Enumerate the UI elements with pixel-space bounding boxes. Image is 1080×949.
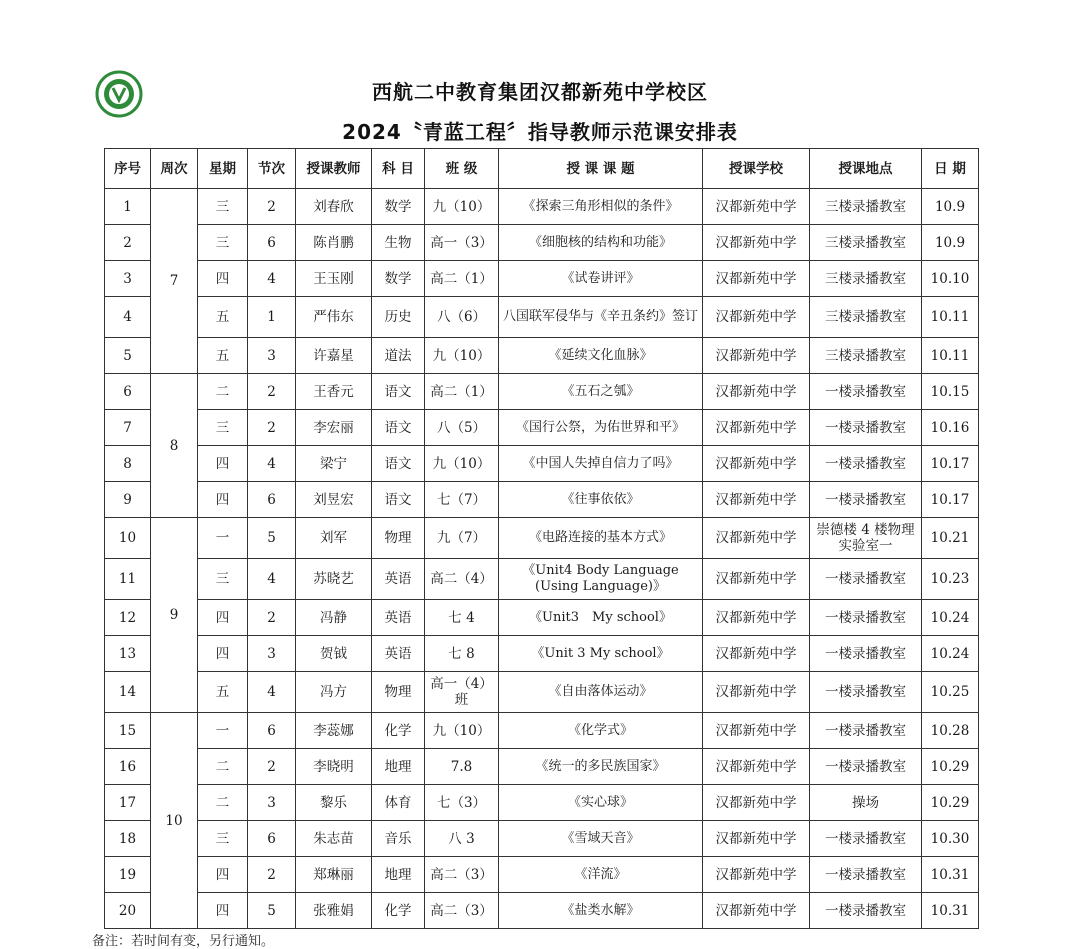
cell-school: 汉都新苑中学 (703, 446, 810, 482)
cell-teacher: 刘春欣 (296, 189, 372, 225)
schedule-body (105, 189, 979, 929)
cell-school: 汉都新苑中学 (703, 410, 810, 446)
cell-school: 汉都新苑中学 (703, 636, 810, 672)
cell-period: 2 (248, 374, 296, 410)
cell-topic: 《细胞核的结构和功能》 (499, 225, 703, 261)
cell-school: 汉都新苑中学 (703, 225, 810, 261)
cell-weekday: 三 (198, 225, 248, 261)
cell-no: 14 (105, 672, 151, 713)
cell-class: 九（7） (425, 518, 499, 559)
table-row (105, 893, 979, 929)
cell-subject: 语文 (372, 410, 425, 446)
cell-class: 八（5） (425, 410, 499, 446)
cell-week: 7 (151, 189, 198, 374)
cell-weekday: 四 (198, 261, 248, 297)
cell-topic: 《五石之瓠》 (499, 374, 703, 410)
table-row (105, 821, 979, 857)
table-row (105, 338, 979, 374)
header-weekday: 星期 (198, 149, 248, 189)
cell-period: 6 (248, 225, 296, 261)
cell-school: 汉都新苑中学 (703, 559, 810, 600)
cell-date: 10.17 (922, 482, 979, 518)
cell-week: 8 (151, 374, 198, 518)
cell-class: 七 8 (425, 636, 499, 672)
cell-date: 10.16 (922, 410, 979, 446)
cell-class: 八 3 (425, 821, 499, 857)
cell-topic: 《Unit 3 My school》 (499, 636, 703, 672)
cell-weekday: 二 (198, 785, 248, 821)
cell-period: 4 (248, 446, 296, 482)
cell-date: 10.25 (922, 672, 979, 713)
cell-class: 高二（1） (425, 374, 499, 410)
cell-subject: 语文 (372, 374, 425, 410)
cell-teacher: 李宏丽 (296, 410, 372, 446)
cell-topic: 《往事依依》 (499, 482, 703, 518)
cell-date: 10.24 (922, 636, 979, 672)
cell-location: 三楼录播教室 (810, 189, 922, 225)
cell-weekday: 四 (198, 446, 248, 482)
cell-subject: 物理 (372, 672, 425, 713)
cell-date: 10.15 (922, 374, 979, 410)
header-period: 节次 (248, 149, 296, 189)
cell-teacher: 郑琳丽 (296, 857, 372, 893)
cell-teacher: 王玉刚 (296, 261, 372, 297)
cell-class: 高二（1） (425, 261, 499, 297)
table-row (105, 261, 979, 297)
cell-class: 九（10） (425, 446, 499, 482)
cell-location: 一楼录播教室 (810, 446, 922, 482)
cell-period: 2 (248, 749, 296, 785)
cell-class: 九（10） (425, 338, 499, 374)
table-header-row (105, 149, 979, 189)
cell-school: 汉都新苑中学 (703, 189, 810, 225)
cell-period: 6 (248, 482, 296, 518)
header-class: 班 级 (425, 149, 499, 189)
footer-note: 备注：若时间有变，另行通知。 (92, 934, 275, 949)
cell-weekday: 一 (198, 518, 248, 559)
cell-no: 1 (105, 189, 151, 225)
cell-period: 2 (248, 189, 296, 225)
cell-weekday: 三 (198, 559, 248, 600)
table-row (105, 785, 979, 821)
cell-school: 汉都新苑中学 (703, 338, 810, 374)
cell-class: 七（7） (425, 482, 499, 518)
cell-date: 10.31 (922, 893, 979, 929)
cell-topic: 《Unit4 Body Language (Using Language)》 (499, 559, 703, 600)
table-row (105, 559, 979, 600)
cell-teacher: 李晓明 (296, 749, 372, 785)
cell-period: 6 (248, 821, 296, 857)
cell-date: 10.17 (922, 446, 979, 482)
cell-subject: 数学 (372, 261, 425, 297)
cell-teacher: 冯静 (296, 600, 372, 636)
cell-topic: 《探索三角形相似的条件》 (499, 189, 703, 225)
cell-no: 18 (105, 821, 151, 857)
table-row (105, 410, 979, 446)
cell-teacher: 黎乐 (296, 785, 372, 821)
cell-date: 10.21 (922, 518, 979, 559)
cell-teacher: 许嘉星 (296, 338, 372, 374)
table-row (105, 374, 979, 410)
header-week: 周次 (151, 149, 198, 189)
cell-topic: 《延续文化血脉》 (499, 338, 703, 374)
cell-class: 七 4 (425, 600, 499, 636)
cell-school: 汉都新苑中学 (703, 857, 810, 893)
cell-period: 4 (248, 261, 296, 297)
cell-teacher: 张雅娟 (296, 893, 372, 929)
cell-weekday: 四 (198, 482, 248, 518)
cell-date: 10.10 (922, 261, 979, 297)
cell-date: 10.11 (922, 297, 979, 338)
cell-date: 10.28 (922, 713, 979, 749)
header-teacher: 授课教师 (296, 149, 372, 189)
cell-no: 5 (105, 338, 151, 374)
cell-location: 一楼录播教室 (810, 559, 922, 600)
cell-date: 10.23 (922, 559, 979, 600)
cell-weekday: 三 (198, 189, 248, 225)
header-topic: 授 课 课 题 (499, 149, 703, 189)
cell-subject: 历史 (372, 297, 425, 338)
cell-school: 汉都新苑中学 (703, 713, 810, 749)
cell-school: 汉都新苑中学 (703, 600, 810, 636)
cell-subject: 语文 (372, 482, 425, 518)
cell-no: 16 (105, 749, 151, 785)
schedule-table (104, 148, 979, 929)
cell-teacher: 贺钺 (296, 636, 372, 672)
cell-no: 12 (105, 600, 151, 636)
cell-weekday: 三 (198, 821, 248, 857)
cell-week: 10 (151, 713, 198, 929)
cell-location: 一楼录播教室 (810, 410, 922, 446)
cell-topic: 《雪域天音》 (499, 821, 703, 857)
cell-school: 汉都新苑中学 (703, 261, 810, 297)
cell-date: 10.24 (922, 600, 979, 636)
cell-topic: 《统一的多民族国家》 (499, 749, 703, 785)
cell-date: 10.29 (922, 749, 979, 785)
page-subtitle: 2024〝青蓝工程〞指导教师示范课安排表 (342, 120, 738, 144)
table-row (105, 672, 979, 713)
cell-topic: 《盐类水解》 (499, 893, 703, 929)
cell-subject: 生物 (372, 225, 425, 261)
cell-subject: 地理 (372, 749, 425, 785)
cell-school: 汉都新苑中学 (703, 297, 810, 338)
cell-location: 一楼录播教室 (810, 600, 922, 636)
cell-weekday: 四 (198, 636, 248, 672)
cell-topic: 《自由落体运动》 (499, 672, 703, 713)
cell-subject: 化学 (372, 713, 425, 749)
table-row (105, 857, 979, 893)
table-row (105, 225, 979, 261)
cell-topic: 《国行公祭，为佑世界和平》 (499, 410, 703, 446)
cell-no: 9 (105, 482, 151, 518)
cell-weekday: 二 (198, 374, 248, 410)
cell-class: 九（10） (425, 713, 499, 749)
cell-weekday: 五 (198, 338, 248, 374)
cell-no: 15 (105, 713, 151, 749)
cell-teacher: 刘军 (296, 518, 372, 559)
cell-no: 4 (105, 297, 151, 338)
table-row (105, 713, 979, 749)
cell-weekday: 四 (198, 893, 248, 929)
cell-school: 汉都新苑中学 (703, 672, 810, 713)
header-subject: 科 目 (372, 149, 425, 189)
cell-location: 一楼录播教室 (810, 821, 922, 857)
cell-topic: 《Unit3 My school》 (499, 600, 703, 636)
cell-weekday: 四 (198, 857, 248, 893)
cell-date: 10.29 (922, 785, 979, 821)
cell-teacher: 严伟东 (296, 297, 372, 338)
cell-school: 汉都新苑中学 (703, 482, 810, 518)
cell-date: 10.9 (922, 225, 979, 261)
cell-teacher: 李蕊娜 (296, 713, 372, 749)
table-row (105, 482, 979, 518)
cell-location: 一楼录播教室 (810, 749, 922, 785)
cell-location: 一楼录播教室 (810, 672, 922, 713)
cell-subject: 化学 (372, 893, 425, 929)
cell-weekday: 五 (198, 672, 248, 713)
cell-subject: 英语 (372, 559, 425, 600)
table-row (105, 749, 979, 785)
cell-subject: 英语 (372, 636, 425, 672)
page-title: 西航二中教育集团汉都新苑中学校区 (372, 80, 708, 104)
cell-no: 8 (105, 446, 151, 482)
cell-school: 汉都新苑中学 (703, 893, 810, 929)
cell-school: 汉都新苑中学 (703, 518, 810, 559)
cell-no: 13 (105, 636, 151, 672)
cell-date: 10.11 (922, 338, 979, 374)
table-row (105, 600, 979, 636)
cell-weekday: 二 (198, 749, 248, 785)
cell-school: 汉都新苑中学 (703, 749, 810, 785)
cell-location: 一楼录播教室 (810, 636, 922, 672)
cell-location: 一楼录播教室 (810, 893, 922, 929)
cell-no: 2 (105, 225, 151, 261)
cell-weekday: 五 (198, 297, 248, 338)
cell-subject: 数学 (372, 189, 425, 225)
cell-subject: 地理 (372, 857, 425, 893)
cell-week: 9 (151, 518, 198, 713)
cell-topic: 《洋流》 (499, 857, 703, 893)
cell-teacher: 冯方 (296, 672, 372, 713)
cell-class: 高二（3） (425, 893, 499, 929)
cell-weekday: 四 (198, 600, 248, 636)
cell-subject: 语文 (372, 446, 425, 482)
cell-weekday: 三 (198, 410, 248, 446)
table-row (105, 189, 979, 225)
cell-topic: 《化学式》 (499, 713, 703, 749)
cell-location: 一楼录播教室 (810, 482, 922, 518)
cell-period: 5 (248, 893, 296, 929)
cell-topic: 《实心球》 (499, 785, 703, 821)
cell-location: 三楼录播教室 (810, 338, 922, 374)
cell-location: 一楼录播教室 (810, 857, 922, 893)
header-no: 序号 (105, 149, 151, 189)
cell-period: 6 (248, 713, 296, 749)
cell-teacher: 王香元 (296, 374, 372, 410)
cell-topic: 八国联军侵华与《辛丑条约》签订 (499, 297, 703, 338)
cell-teacher: 陈肖鹏 (296, 225, 372, 261)
cell-weekday: 一 (198, 713, 248, 749)
cell-class: 高二（3） (425, 857, 499, 893)
cell-location: 三楼录播教室 (810, 297, 922, 338)
cell-location: 三楼录播教室 (810, 261, 922, 297)
cell-location: 崇德楼 4 楼物理实验室一 (810, 518, 922, 559)
cell-period: 2 (248, 410, 296, 446)
cell-teacher: 朱志苗 (296, 821, 372, 857)
cell-teacher: 刘昱宏 (296, 482, 372, 518)
cell-location: 操场 (810, 785, 922, 821)
cell-no: 10 (105, 518, 151, 559)
cell-no: 17 (105, 785, 151, 821)
cell-period: 3 (248, 785, 296, 821)
cell-no: 20 (105, 893, 151, 929)
cell-subject: 音乐 (372, 821, 425, 857)
cell-subject: 物理 (372, 518, 425, 559)
cell-no: 6 (105, 374, 151, 410)
cell-no: 11 (105, 559, 151, 600)
header-school: 授课学校 (703, 149, 810, 189)
cell-class: 高一（3） (425, 225, 499, 261)
cell-class: 高一（4）班 (425, 672, 499, 713)
cell-topic: 《试卷讲评》 (499, 261, 703, 297)
header-location: 授课地点 (810, 149, 922, 189)
cell-class: 七（3） (425, 785, 499, 821)
cell-period: 4 (248, 672, 296, 713)
cell-period: 4 (248, 559, 296, 600)
cell-topic: 《电路连接的基本方式》 (499, 518, 703, 559)
cell-class: 7.8 (425, 749, 499, 785)
cell-location: 三楼录播教室 (810, 225, 922, 261)
cell-period: 3 (248, 338, 296, 374)
cell-class: 八（6） (425, 297, 499, 338)
cell-no: 19 (105, 857, 151, 893)
cell-subject: 道法 (372, 338, 425, 374)
cell-date: 10.9 (922, 189, 979, 225)
cell-period: 3 (248, 636, 296, 672)
cell-location: 一楼录播教室 (810, 713, 922, 749)
cell-school: 汉都新苑中学 (703, 785, 810, 821)
cell-no: 7 (105, 410, 151, 446)
header-date: 日 期 (922, 149, 979, 189)
table-row (105, 518, 979, 559)
table-row (105, 636, 979, 672)
cell-period: 1 (248, 297, 296, 338)
cell-topic: 《中国人失掉自信力了吗》 (499, 446, 703, 482)
cell-no: 3 (105, 261, 151, 297)
cell-class: 九（10） (425, 189, 499, 225)
cell-subject: 体育 (372, 785, 425, 821)
cell-period: 2 (248, 600, 296, 636)
cell-location: 一楼录播教室 (810, 374, 922, 410)
cell-teacher: 苏晓艺 (296, 559, 372, 600)
cell-date: 10.31 (922, 857, 979, 893)
cell-teacher: 梁宁 (296, 446, 372, 482)
cell-period: 2 (248, 857, 296, 893)
cell-school: 汉都新苑中学 (703, 821, 810, 857)
cell-period: 5 (248, 518, 296, 559)
table-row (105, 297, 979, 338)
cell-subject: 英语 (372, 600, 425, 636)
cell-date: 10.30 (922, 821, 979, 857)
table-row (105, 446, 979, 482)
cell-school: 汉都新苑中学 (703, 374, 810, 410)
cell-class: 高二（4） (425, 559, 499, 600)
